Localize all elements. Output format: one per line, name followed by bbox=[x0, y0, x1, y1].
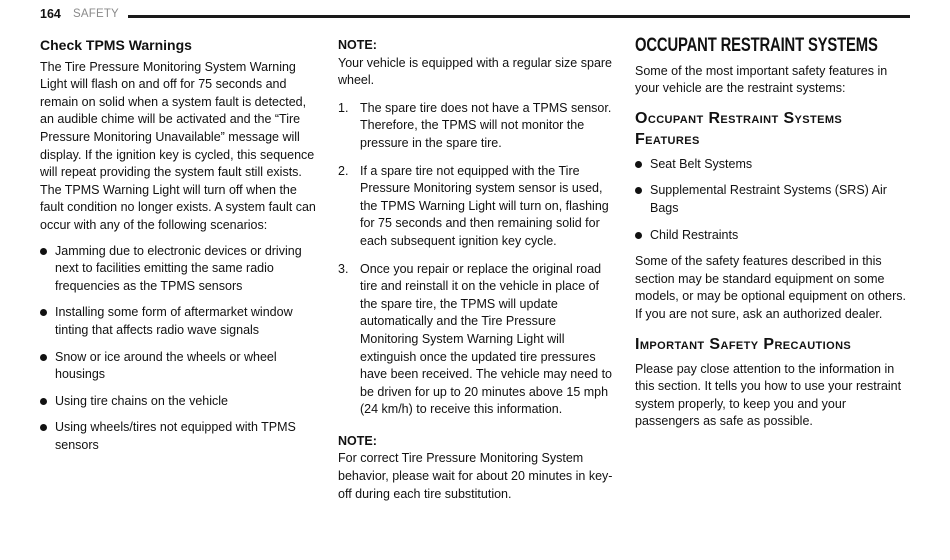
list-item: Using tire chains on the vehicle bbox=[40, 393, 316, 411]
item-text: Once you repair or replace the original road tire and reinstall it on the vehicle in place of the spare tire, the TPMS will update automatically and the Tire Pressure Monitoring System Warning Light will extinguish once the updated tire pressures have been received. The vehicle may need to be driven for up to 20 minutes above 15 mph (24 km/h) to receive this information. bbox=[360, 261, 613, 417]
precautions-paragraph: Please pay close attention to the information in this section. It tells you how to use your restraint system properly, to keep you and your passengers as safe as possible. bbox=[635, 361, 902, 429]
restraint-features-list bbox=[635, 156, 911, 244]
item-text: The spare tire does not have a TPMS sensor. Therefore, the TPMS will not monitor the pressure in the spare tire. bbox=[360, 100, 612, 150]
list-item: Using wheels/tires not equipped with TPMS sensors bbox=[40, 419, 316, 454]
list-item bbox=[338, 261, 615, 419]
list-item: Seat Belt Systems bbox=[635, 156, 911, 174]
item-number: 3. bbox=[338, 261, 349, 276]
intro-paragraph: Some of the most important safety features in your vehicle are the restraint systems: bbox=[635, 63, 888, 96]
section-label: SAFETY bbox=[73, 8, 119, 20]
column-right bbox=[635, 37, 911, 431]
list-item: Snow or ice around the wheels or wheel housings bbox=[40, 349, 316, 384]
note-text: Your vehicle is equipped with a regular size spare wheel. bbox=[338, 55, 613, 88]
page-header bbox=[40, 7, 910, 27]
item-number: 2. bbox=[338, 163, 349, 178]
list-item: Supplemental Restraint Systems (SRS) Air Bags bbox=[635, 182, 911, 217]
note-label: NOTE: bbox=[338, 38, 377, 52]
check-tpms-heading: Check TPMS Warnings bbox=[40, 37, 192, 53]
subheading-features: Occupant Restraint Systems Features bbox=[635, 109, 843, 148]
note-text: For correct Tire Pressure Monitoring System behavior, please wait for about 20 minutes in key-off during each tire substitution. bbox=[338, 451, 613, 501]
subheading-precautions: Important Safety Precautions bbox=[635, 335, 852, 353]
spare-tire-steps bbox=[338, 100, 615, 419]
note-label: NOTE: bbox=[338, 433, 377, 448]
tpms-warning-paragraph: The Tire Pressure Monitoring System Warning Light will flash on and off for 75 seconds and remain on solid when a system fault is detected, an audible chime will be activated and the “Tire Pressure Monitoring Unavailable” message will display. If the ignition key is cycled, this sequence will repeat providing the system fault still exists. The TPMS Warning Light will turn off when the fault condition no longer exists. A system fault can occur with any of the following scenarios: bbox=[40, 59, 316, 232]
item-text: If a spare tire not equipped with the Tire Pressure Monitoring system sensor is used, the TPMS Warning Light will turn on, flashing for 75 seconds and then remaining solid for each subsequent ignition key cycle. bbox=[360, 163, 609, 248]
page-number: 164 bbox=[40, 7, 61, 21]
section-title: OCCUPANT RESTRAINT SYSTEMS bbox=[635, 35, 878, 56]
list-item: Jamming due to electronic devices or driving next to facilities emitting the same radio frequencies as the TPMS sensors bbox=[40, 243, 316, 296]
column-middle bbox=[338, 37, 615, 503]
optional-equipment-paragraph: Some of the safety features described in this section may be standard equipment on some models, or may be optional equipment on others. If you are not sure, ask an authorized dealer. bbox=[635, 254, 906, 321]
list-item bbox=[338, 163, 615, 251]
item-number: 1. bbox=[338, 100, 349, 115]
fault-scenarios-list bbox=[40, 243, 316, 455]
list-item: Child Restraints bbox=[635, 227, 911, 245]
header-rule bbox=[128, 15, 910, 18]
list-item bbox=[338, 100, 615, 153]
list-item: Installing some form of aftermarket window tinting that affects radio wave signals bbox=[40, 304, 316, 339]
column-left bbox=[40, 37, 316, 463]
